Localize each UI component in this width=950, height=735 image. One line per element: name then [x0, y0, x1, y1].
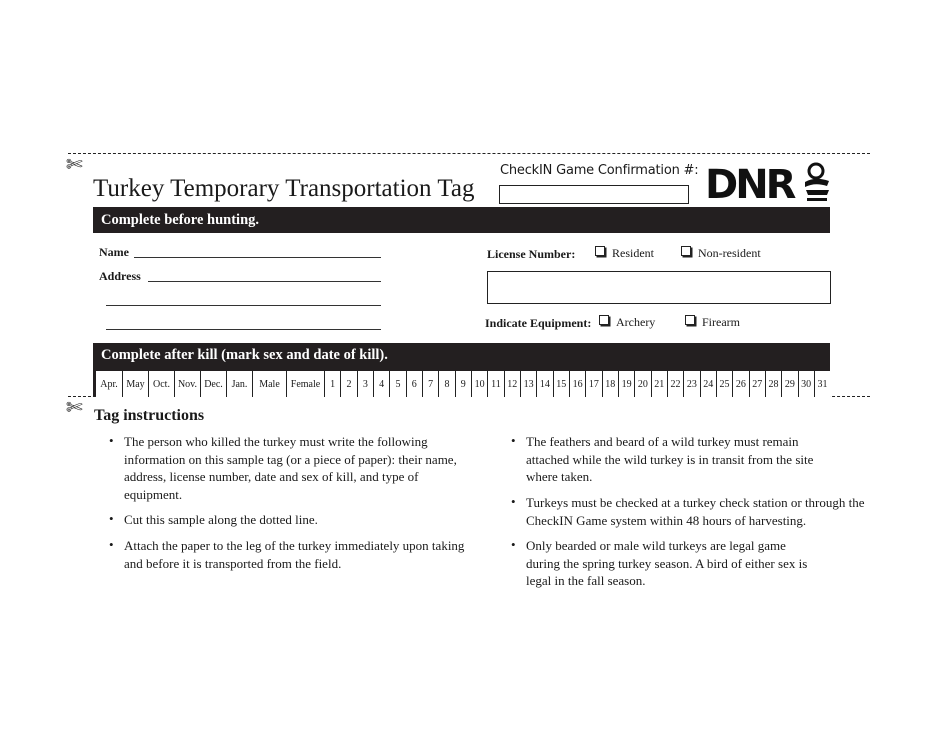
day-cell[interactable]: 9 — [455, 371, 471, 397]
day-cell[interactable]: 28 — [765, 371, 781, 397]
address-field-line-2[interactable] — [106, 305, 381, 306]
dnr-logo-text: DNR — [705, 162, 794, 204]
archery-option[interactable]: Archery — [599, 315, 655, 330]
day-cell[interactable]: 7 — [422, 371, 438, 397]
day-cell[interactable]: 8 — [438, 371, 454, 397]
confirmation-label: CheckIN Game Confirmation #: — [500, 163, 699, 178]
day-cell[interactable]: 29 — [781, 371, 797, 397]
month-cell[interactable]: Apr. — [96, 371, 122, 397]
dnr-logo — [705, 160, 831, 204]
month-cell[interactable]: Oct. — [148, 371, 174, 397]
day-cell[interactable]: 23 — [683, 371, 699, 397]
equipment-label: Indicate Equipment: — [485, 316, 592, 330]
day-cell[interactable]: 30 — [798, 371, 814, 397]
day-cell[interactable]: 1 — [324, 371, 340, 397]
month-cell[interactable]: May — [122, 371, 148, 397]
day-cell[interactable]: 26 — [732, 371, 748, 397]
firearm-option[interactable]: Firearm — [685, 315, 740, 330]
day-cell[interactable]: 27 — [749, 371, 765, 397]
resident-checkbox-icon[interactable] — [595, 246, 605, 256]
bullet-icon: • — [109, 537, 114, 552]
day-cell[interactable]: 16 — [569, 371, 585, 397]
license-number-field[interactable] — [487, 271, 831, 304]
day-cell[interactable]: 31 — [814, 371, 830, 397]
day-cell[interactable]: 21 — [651, 371, 667, 397]
month-cell[interactable]: Nov. — [174, 371, 200, 397]
day-cell[interactable]: 4 — [373, 371, 389, 397]
day-cell[interactable]: 6 — [406, 371, 422, 397]
sex-cell-female[interactable]: Female — [286, 371, 324, 397]
scissors-icon: ✄ — [66, 395, 83, 419]
day-cell[interactable]: 3 — [357, 371, 373, 397]
instruction-item: • Attach the paper to the leg of the turkey immediately upon taking and before it is transported from the field. — [109, 537, 465, 571]
sex-cell-male[interactable]: Male — [252, 371, 286, 397]
name-label: Name — [99, 245, 129, 259]
firearm-checkbox-icon[interactable] — [685, 315, 695, 325]
nonresident-checkbox-icon[interactable] — [681, 246, 691, 256]
form-title: Turkey Temporary Transportation Tag — [93, 175, 475, 202]
address-field-line-3[interactable] — [106, 329, 381, 330]
name-field[interactable] — [134, 257, 381, 258]
day-cell[interactable]: 14 — [536, 371, 552, 397]
cut-line-top — [68, 153, 870, 154]
instruction-item: • Cut this sample along the dotted line. — [109, 511, 318, 527]
after-kill-header-text: Complete after kill (mark sex and date of kill). — [101, 347, 388, 363]
bullet-icon: • — [511, 537, 516, 552]
instructions-title: Tag instructions — [94, 407, 205, 424]
day-cell[interactable]: 24 — [700, 371, 716, 397]
day-cell[interactable]: 2 — [340, 371, 356, 397]
before-hunting-header: Complete before hunting. — [93, 207, 830, 233]
bullet-icon: • — [109, 433, 114, 448]
archery-checkbox-icon[interactable] — [599, 315, 609, 325]
day-cell[interactable]: 10 — [471, 371, 487, 397]
bullet-icon: • — [511, 494, 516, 509]
month-cell[interactable]: Dec. — [200, 371, 226, 397]
address-label: Address — [99, 269, 141, 283]
confirmation-number-field[interactable] — [499, 185, 689, 204]
instruction-item: • The person who killed the turkey must write the following information on this sample tag (or a piece of paper): their name, address, license number, date and sex of kill, and type of equipment. — [109, 433, 457, 502]
day-cell[interactable]: 17 — [585, 371, 601, 397]
day-cell[interactable]: 5 — [389, 371, 405, 397]
instruction-item: • The feathers and beard of a wild turkey must remain attached while the wild turkey is in transit from the site where taken. — [511, 433, 814, 484]
day-cell[interactable]: 19 — [618, 371, 634, 397]
day-cell[interactable]: 18 — [602, 371, 618, 397]
month-cell[interactable]: Jan. — [226, 371, 252, 397]
day-cell[interactable]: 12 — [504, 371, 520, 397]
address-field-line-1[interactable] — [148, 281, 381, 282]
resident-option[interactable]: Resident — [595, 246, 654, 261]
day-cell[interactable]: 22 — [667, 371, 683, 397]
day-cell[interactable]: 20 — [634, 371, 650, 397]
kill-date-grid — [96, 371, 830, 395]
scissors-icon: ✄ — [66, 152, 83, 176]
day-cell[interactable]: 15 — [553, 371, 569, 397]
day-cell[interactable]: 13 — [520, 371, 536, 397]
instruction-item: • Turkeys must be checked at a turkey check station or through the CheckIN Game system within 48 hours of harvesting. — [511, 494, 865, 528]
day-cell[interactable]: 25 — [716, 371, 732, 397]
instruction-item: • Only bearded or male wild turkeys are legal game during the spring turkey season. A bird of either sex is legal in the fall season. — [511, 537, 808, 588]
nonresident-option[interactable]: Non-resident — [681, 246, 761, 261]
bullet-icon: • — [109, 511, 114, 526]
bullet-icon: • — [511, 433, 516, 448]
license-number-label: License Number: — [487, 247, 576, 261]
day-cell[interactable]: 11 — [487, 371, 503, 397]
